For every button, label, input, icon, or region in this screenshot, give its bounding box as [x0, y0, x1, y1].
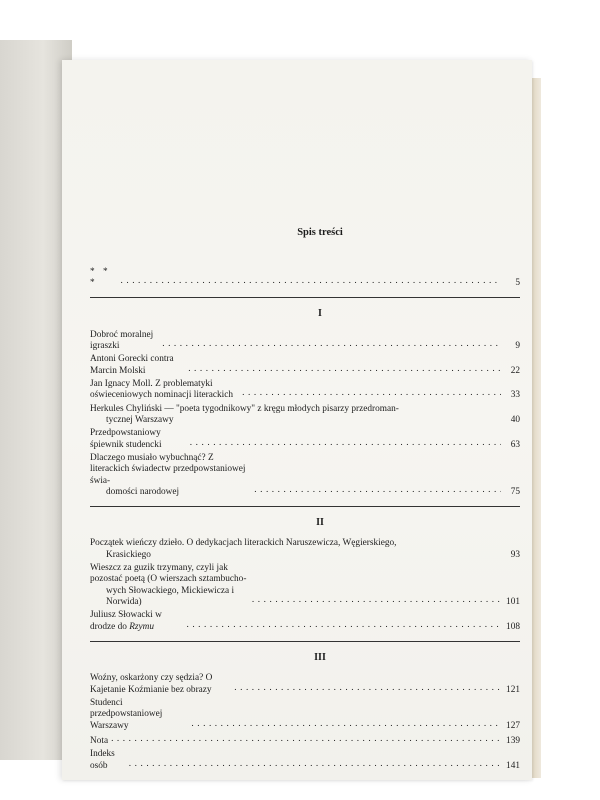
entry-title: * * *: [90, 266, 111, 289]
dot-leaders: [129, 759, 501, 770]
dot-leaders: [121, 276, 502, 287]
entry-page-number: 40: [510, 414, 520, 425]
dot-leaders: [242, 388, 501, 399]
section-label-ii: II: [316, 517, 324, 529]
toc-entry: [90, 453, 520, 498]
entry-page-number: 141: [506, 760, 520, 771]
section-divider: [90, 641, 520, 642]
table-of-contents: [90, 227, 520, 774]
entry-title-line-2: domości narodowej: [106, 486, 180, 497]
entry-title: Antoni Gorecki contra Marcin Molski: [90, 354, 174, 376]
toc-entry: [90, 698, 520, 732]
toc-entry: [90, 428, 520, 451]
entry-page-number: 9: [515, 340, 520, 351]
entry-page-number: 101: [506, 597, 520, 608]
entry-title-line-1: Dlaczego musiało wybuchnąć? Z literackich świadectw przedpowstaniowej świa-: [90, 452, 246, 486]
toc-entry: [90, 749, 520, 772]
dot-leaders: [188, 364, 501, 375]
entry-page-number: 75: [510, 486, 520, 497]
section-label-i: I: [318, 308, 322, 320]
entry-title-line-1: Początek wieńczy dzieło. O dedykacjach literackich Naruszewicza, Węgierskiego,: [90, 538, 397, 549]
dot-leaders: [191, 719, 501, 730]
entry-title-line-2: tycznej Warszawy: [106, 414, 174, 425]
entry-title-line-2: Krasickiego: [106, 549, 151, 560]
entry-page-number: 93: [510, 549, 520, 560]
entry-title-line-2: wych Słowackiego, Mickiewicza i Norwida): [106, 585, 235, 608]
entry-title-italic: Rzymu: [129, 621, 155, 632]
section-label-iii: III: [314, 652, 326, 664]
dot-leaders: [254, 485, 501, 496]
entry-title: Dobroć moralnej igraszki: [90, 329, 154, 351]
toc-entry: [90, 563, 520, 608]
toc-entry-intro: [90, 267, 520, 290]
entry-page-number: 127: [506, 720, 520, 731]
dot-leaders: [190, 438, 501, 449]
entry-title: Przedpowstaniowy śpiewnik studencki: [90, 428, 162, 450]
entry-title: Woźny, oskarżony czy sędzia? O Kajetanie Koźmianie bez obrazy: [90, 673, 213, 695]
entry-title: [90, 610, 183, 633]
entry-title: Studenci przedpowstaniowej Warszawy: [90, 697, 163, 731]
entry-title: [90, 453, 251, 498]
entry-page-number: 63: [510, 439, 520, 450]
entry-title: [90, 538, 504, 561]
book-page: [62, 60, 532, 780]
entry-title: Jan Ignacy Moll. Z problematyki oświeceniowych nominacji literackich: [90, 378, 234, 401]
entry-title-line-1: Herkules Chyliński — "poeta tygodnikowy" z kręgu młodych pisarzy przedroman-: [90, 403, 399, 414]
toc-entry: [90, 673, 520, 696]
entry-title-plain: Juliusz Słowacki w drodze do: [90, 610, 162, 632]
entry-title: Nota: [90, 735, 109, 746]
entry-title: Indeks osób: [90, 749, 115, 771]
dot-leaders: [252, 595, 501, 606]
toc-entry: [90, 734, 520, 747]
toc-entry: [90, 538, 520, 561]
section-divider: [90, 297, 520, 298]
toc-title: Spis treści: [297, 227, 343, 238]
dot-leaders: [162, 339, 501, 350]
entry-page-number: 108: [506, 621, 520, 632]
entry-page-number: 33: [510, 390, 520, 401]
toc-entry: [90, 330, 520, 353]
dot-leaders: [111, 734, 501, 745]
entry-title-line-1: Wieszcz za guzik trzymany, czyli jak pozostać poetą (O wierszach sztambucho-: [90, 563, 247, 585]
dot-leaders: [234, 683, 501, 694]
entry-page-number: 22: [510, 365, 520, 376]
toc-entry: [90, 379, 520, 402]
toc-entry: [90, 610, 520, 633]
dot-leaders: [186, 620, 501, 631]
section-divider: [90, 506, 520, 507]
entry-title: [90, 404, 504, 427]
entry-page-number: 5: [515, 278, 520, 289]
toc-entry: [90, 404, 520, 427]
entry-page-number: 139: [506, 735, 520, 746]
toc-entry: [90, 354, 520, 377]
entry-page-number: 121: [506, 684, 520, 695]
entry-title: [90, 563, 249, 608]
